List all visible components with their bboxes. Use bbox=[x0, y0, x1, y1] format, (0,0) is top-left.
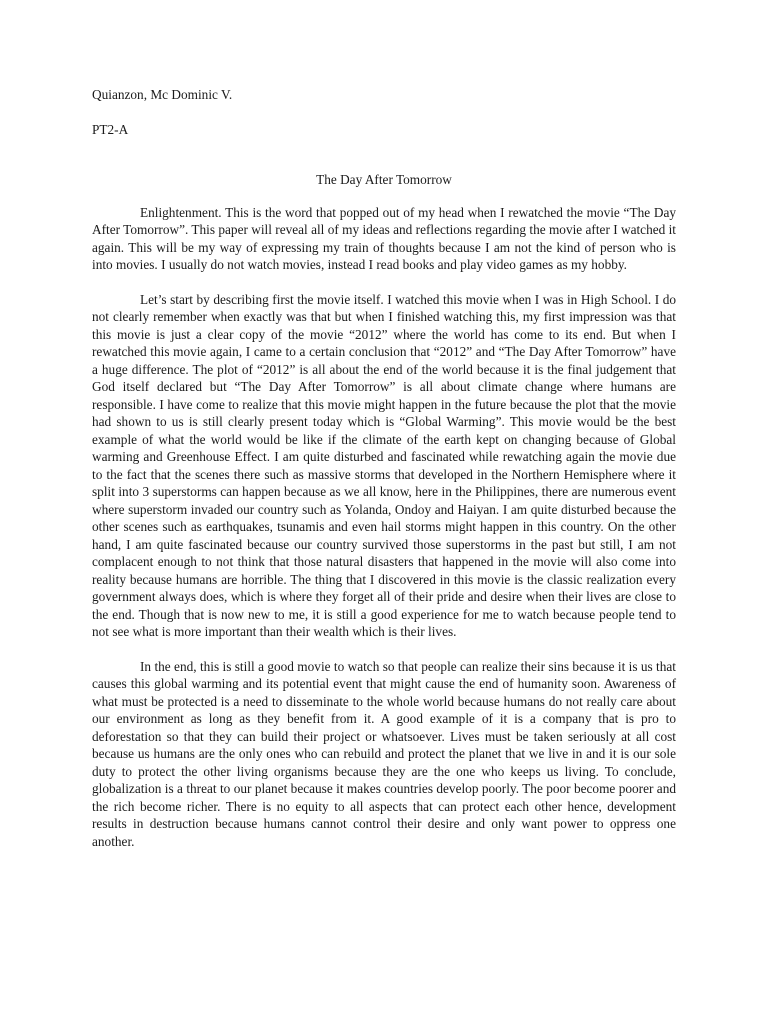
author-name: Quianzon, Mc Dominic V. bbox=[92, 87, 233, 102]
essay-title: The Day After Tomorrow bbox=[316, 172, 452, 187]
paragraph-1: Enlightenment. This is the word that popped out of my head when I rewatched the movie “The Day After Tomorrow”. This paper will reveal all of my ideas and reflections regarding the movie after I watched it again. This will be my way of expressing my train of thoughts because I am not the kind of person who is into movies. I usually do not watch movies, instead I read books and play video games as my hobby. bbox=[92, 204, 676, 272]
paragraph-3: In the end, this is still a good movie to watch so that people can realize their sins because it is us that causes this global warming and its potential event that might cause the end of humanity soon. Awareness of what must be protected is a need to disseminate to the whole world because humans do not really care about our environment as long as they benefit from it. A good example of it is a company that is pro to deforestation so that they can build their project or whatsoever. Lives must be taken seriously at all cost because us humans are the only ones who can rebuild and protect the planet that we live in and it is our sole duty to protect the other living organisms because they are the one who keeps us living. To conclude, globalization is a threat to our planet because it makes countries develop poorly. The poor become poorer and the rich become richer. There is no equity to all aspects that can protect each other hence, development results in destruction because humans cannot control their desire and only want power to oppress one another. bbox=[92, 658, 676, 849]
section-code: PT2-A bbox=[92, 121, 129, 137]
paragraph-2: Let’s start by describing first the movie itself. I watched this movie when I was in High School. I do not clearly remember when exactly was that but when I finished watching this, my first impression was that this movie is just a clear copy of the movie “2012” where the world has come to its end. But when I rewatched this movie again, I came to a certain conclusion that “2012” and “The Day After Tomorrow” have a huge difference. The plot of “2012” is all about the end of the world because it is the final judgement that God itself declared but “The Day After Tomorrow” is all about climate change where humans are responsible. I have come to realize that this movie might happen in the future because the plot that the movie had shown to us is still clearly present today which is “Global Warming”. This movie would be the best example of what the world would be like if the climate of the earth kept on changing because of Global warming and Greenhouse Effect. I am quite disturbed and fascinated while rewatching again the movie due to the fact that the scenes there such as massive storms that developed in the Northern Hemisphere where it split into 3 superstorms can happen because as we all know, here in the Philippines, there are numerous event where superstorm invaded our country such as Yolanda, Ondoy and Haiyan. I am quite disturbed because the other scenes such as earthquakes, tsunamis and even hail storms might happen in this country. On the other hand, I am quite fascinated because our country survived those superstorms in the past but still, I am not complacent enough to not think that those natural disasters that happened in the movie will also come into reality because humans are horrible. The thing that I discovered in this movie is the classic realization every government always does, which is where they forget all of their pride and desire when their lives are close to the end. Though that is now new to me, it is still a good experience for me to watch because people tend to not see what is more important than their wealth which is their lives. bbox=[92, 291, 676, 639]
